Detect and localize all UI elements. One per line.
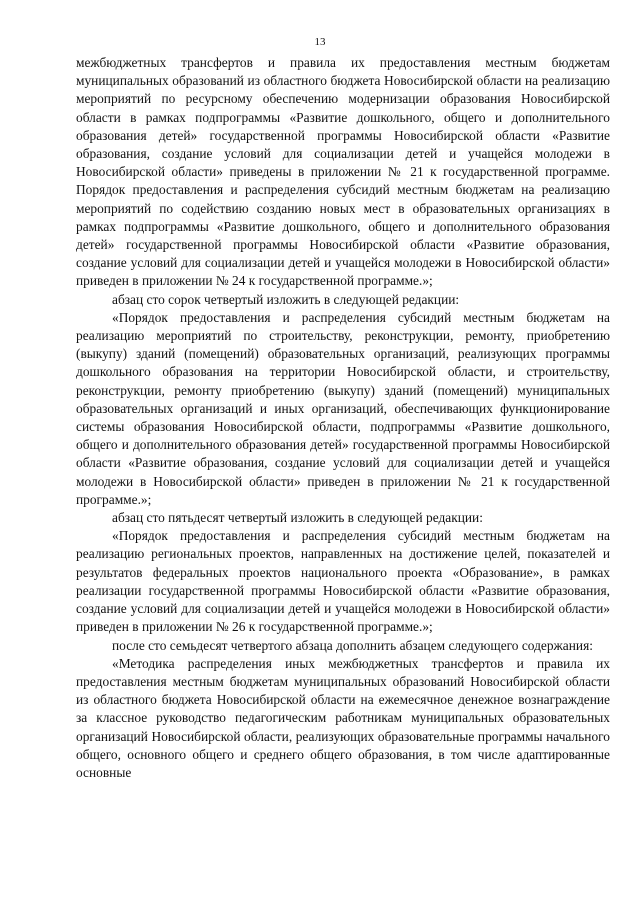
document-body [76, 54, 610, 782]
page-number: 13 [314, 36, 326, 48]
paragraph-instruction: абзац сто сорок четвертый изложить в следующей редакции: [112, 291, 460, 307]
paragraph-quoted-text: «Порядок предоставления и распределения субсидий местным бюджетам на реализацию мероприятий по строительству, реконструкции, ремонту, приобретению (выкупу) зданий (помещений) образовательных организаций, реализующих программы дошкольного образования на территории Новосибирской области, и строительству, реконструкции, ремонту приобретению (выкупу) зданий (помещений) муниципальных образовательных организаций и иных организаций, обеспечивающих функционирование системы образования Новосибирской области, подпрограммы «Развитие дошкольного, общего и дополнительного образования детей» государственной программы Новосибирской области «Развитие образования, создание условий для социализации детей и учащейся молодежи в Новосибирской области» приведен в приложении № 21 к государственной программе.»; [76, 309, 610, 507]
paragraph-continuation: межбюджетных трансфертов и правила их предоставления местным бюджетам муниципальных образований из областного бюджета Новосибирской области на реализацию мероприятий по ресурсному обеспечению модернизации образования Новосибирской области в рамках подпрограммы «Развитие дошкольного, общего и дополнительного образования детей» государственной программы Новосибирской области «Развитие образования, создание условий для социализации детей и учащейся молодежи в Новосибирской области» приведены в приложении № 21 к государственной программе. Порядок предоставления и распределения субсидий местным бюджетам на реализацию мероприятий по содействию созданию новых мест в образовательных организациях в рамках подпрограммы «Развитие дошкольного, общего и дополнительного образования детей» государственной программы Новосибирской области «Развитие образования, создание условий для социализации детей и учащейся молодежи в Новосибирской области» приведен в приложении № 24 к государственной программе.»; [76, 55, 610, 289]
paragraph-quoted-text: «Порядок предоставления и распределения субсидий местным бюджетам на реализацию региональных проектов, направленных на достижение целей, показателей и результатов федеральных проектов национального проекта «Образование», в рамках реализации государственной программы Новосибирской области «Развитие образования, создание условий для социализации детей и учащейся молодежи в Новосибирской области» приведен в приложении № 26 к государственной программе.»; [76, 528, 610, 635]
paragraph-quoted-text: «Методика распределения иных межбюджетных трансфертов и правила их предоставления местным бюджетам муниципальных образований Новосибирской области из областного бюджета Новосибирской области на ежемесячное денежное вознаграждение за классное руководство педагогическим работникам муниципальных образовательных организаций Новосибирской области, реализующих образовательные программы начального общего, основного общего и среднего общего образования, в том числе адаптированные основные [76, 655, 610, 780]
paragraph-instruction: абзац сто пятьдесят четвертый изложить в следующей редакции: [112, 510, 483, 526]
paragraph-instruction: после сто семьдесят четвертого абзаца дополнить абзацем следующего содержания: [112, 637, 593, 653]
